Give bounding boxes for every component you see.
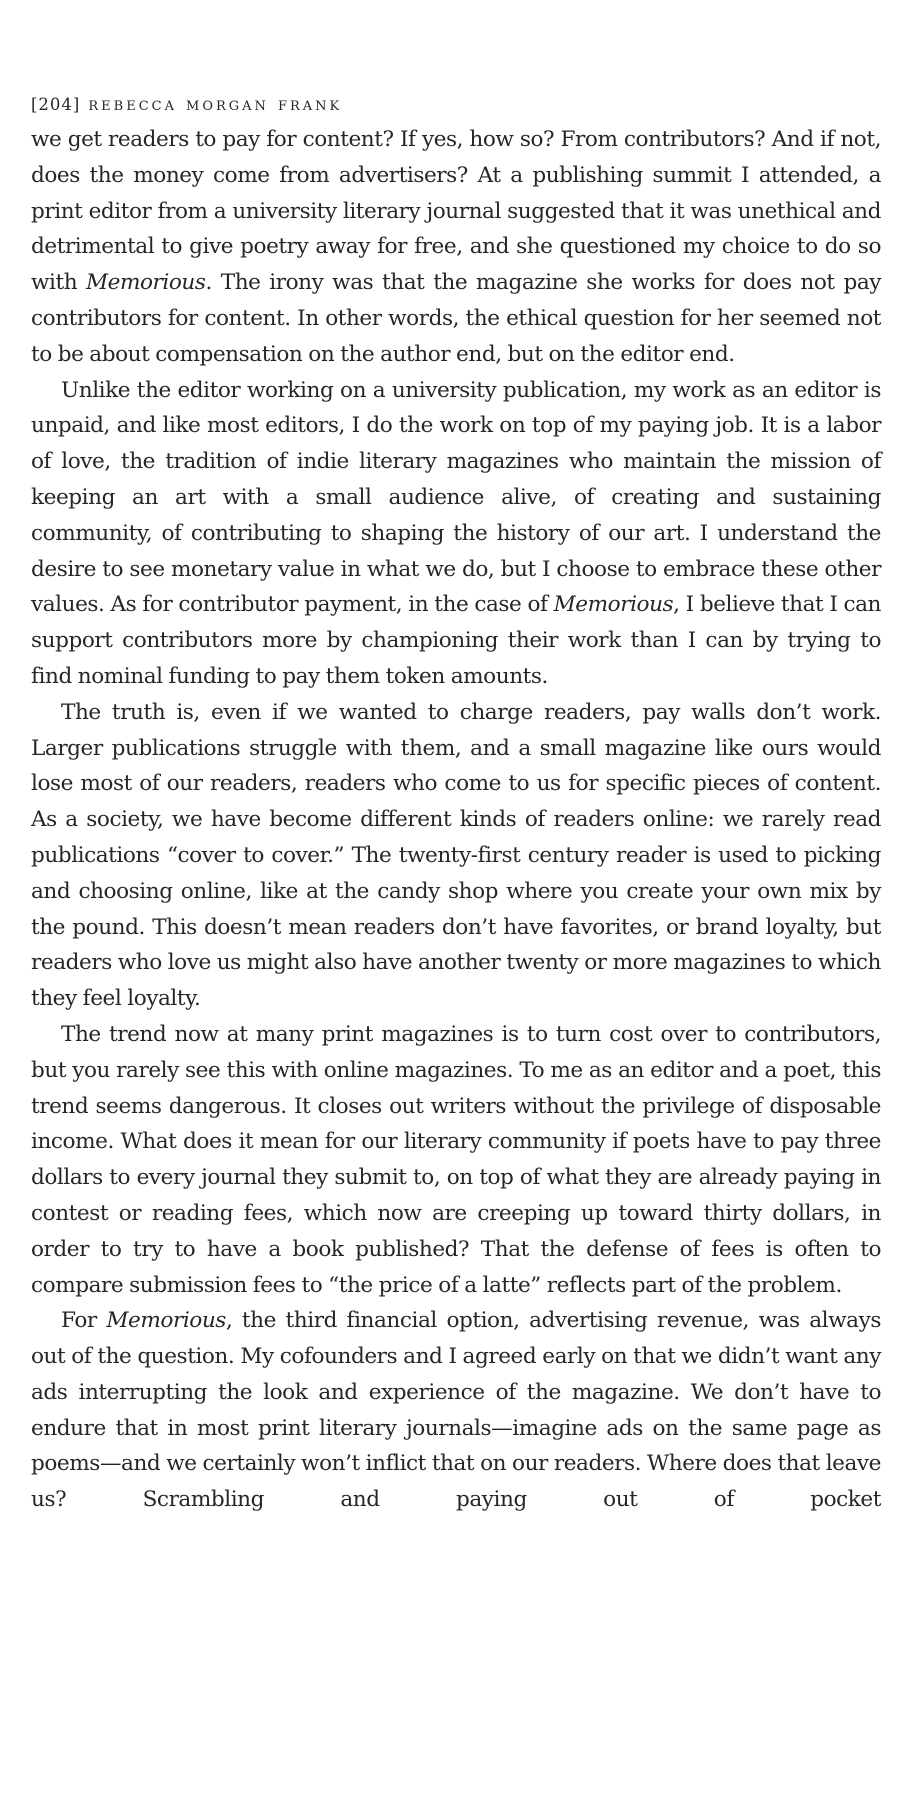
paragraph (31, 122, 881, 373)
paragraph (31, 1017, 881, 1303)
body-text (31, 122, 881, 1518)
text-run: , the third financial option, advertising revenue, was always out of the question. My cofounders and I agreed early on that we didn’t want any ads interrupting the look and experience of the magazine. We don’t have to endure that in most print literary journals—imagine ads on the same page as poems—and we certainly won’t inflict that on our readers. Where does that leave us? Scrambling and paying out of pocket (31, 1308, 881, 1513)
text-run: , I believe that I can support contributors more by championing their work than I can by trying to find nominal funding to pay them token amounts. (31, 592, 882, 689)
italic-title: Memorious (553, 592, 674, 618)
page-number: [204] (31, 95, 81, 114)
text-run: . The irony was that the magazine she works for does not pay contributors for content. In other words, the ethical question for her seemed not to be about compensation on the author end, but on the editor end. (31, 270, 881, 367)
italic-title: Memorious (106, 1308, 226, 1334)
text-run: For (61, 1308, 107, 1334)
book-page (31, 92, 881, 1518)
italic-title: Memorious (85, 270, 206, 296)
text-run: Unlike the editor working on a university publication, my work as an editor is unpaid, and like most editors, I do the work on top of my paying job. It is a labor of love, the tradition of indie literary magazines who maintain the mission of keeping an art with a small audience alive, of creating and sustaining community, of contributing to shaping the history of our art. I understand the desire to see monetary value in what we do, but I choose to embrace these other values. As for contributor payment, in the case of (31, 377, 881, 618)
text-run: The truth is, even if we wanted to charge readers, pay walls don’t work. Larger publications struggle with them, and a small magazine like ours would lose most of our readers, readers who come to us for specific pieces of content. As a society, we have become different kinds of readers online: we rarely read publications “cover to cover.” The twenty-first century reader is used to picking and choosing online, like at the candy shop where you create your own mix by the pound. This doesn’t mean readers don’t have favorites, or brand loyalty, but readers who love us might also have another twenty or more magazines to which they feel loyalty. (31, 699, 881, 1012)
paragraph (31, 1303, 881, 1518)
paragraph (31, 695, 881, 1017)
text-run: we get readers to pay for content? If yes, how so? From contributors? And if not, does the money come from advertisers? At a publishing summit I attended, a print editor from a university literary journal suggested that it was unethical and detrimental to give poetry away for free, and she questioned my choice to do so with (31, 127, 881, 296)
running-head-author: rebecca morgan frank (88, 93, 343, 115)
paragraph (31, 373, 881, 695)
running-head (31, 92, 881, 122)
text-run: The trend now at many print magazines is to turn cost over to contributors, but you rarely see this with online magazines. To me as an editor and a poet, this trend seems dangerous. It closes out writers without the privilege of disposable income. What does it mean for our literary community if poets have to pay three dollars to every journal they submit to, on top of what they are already paying in contest or reading fees, which now are creeping up toward thirty dollars, in order to try to have a book published? That the defense of fees is often to compare submission fees to “the price of a latte” reflects part of the problem. (31, 1021, 881, 1298)
